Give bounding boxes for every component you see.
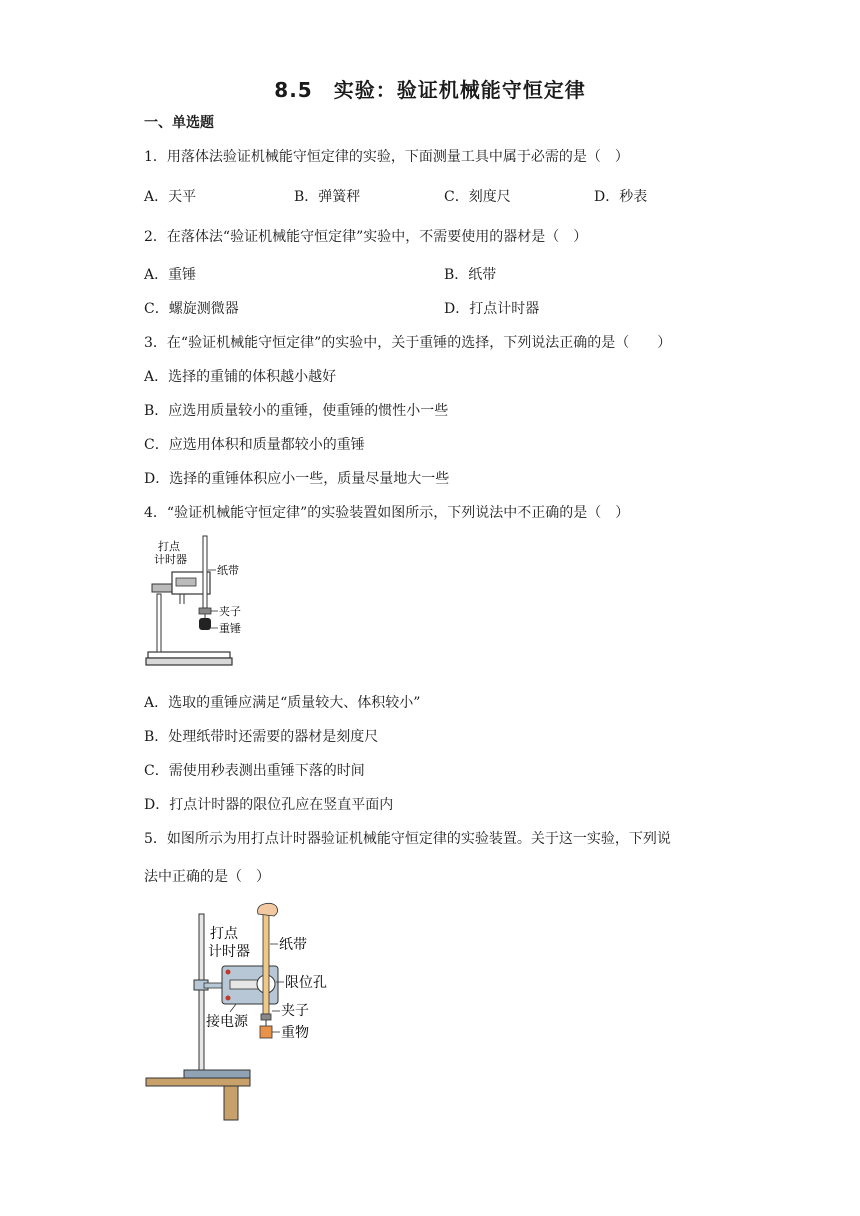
stand-base-plate — [146, 658, 232, 665]
apparatus-figure-2 — [144, 900, 354, 1122]
section-heading: 一、单选题 — [144, 115, 214, 131]
label-power: 接电源 — [206, 1014, 248, 1030]
hand-icon — [258, 903, 278, 916]
apparatus-figure-1 — [144, 532, 244, 674]
question-1-stem: 1．用落体法验证机械能守恒定律的实验，下面测量工具中属于必需的是（ ） — [144, 149, 629, 165]
question-3-option-a: A．选择的重铺的体积越小越好 — [144, 369, 337, 385]
question-5-stem-line-2: 法中正确的是（ ） — [144, 869, 270, 885]
question-5-stem-line-1: 5．如图所示为用打点计时器验证机械能守恒定律的实验装置。关于这一实验，下列说 — [144, 831, 671, 847]
question-1-option-d: D．秒表 — [594, 189, 648, 205]
question-3-option-d: D．选择的重锤体积应小一些，质量尽量地大一些 — [144, 471, 450, 487]
table-top — [146, 1078, 250, 1086]
question-2-option-a: A．重锤 — [144, 267, 197, 283]
question-2-option-b: B．纸带 — [444, 267, 497, 283]
table-leg — [224, 1086, 238, 1120]
timer-coil — [230, 980, 258, 989]
question-4-option-d: D．打点计时器的限位孔应在竖直平面内 — [144, 797, 394, 813]
label-timer-2: 计时器 — [154, 553, 187, 566]
question-2-stem: 2．在落体法“验证机械能守恒定律”实验中，不需要使用的器材是（ ） — [144, 229, 588, 245]
question-3-stem: 3．在“验证机械能守恒定律”的实验中，关于重锤的选择，下列说法正确的是（ ） — [144, 335, 672, 351]
question-2-option-d: D．打点计时器 — [444, 301, 540, 317]
label-weight: 重锤 — [219, 622, 241, 635]
page-title: 8.5 实验：验证机械能守恒定律 — [274, 78, 586, 102]
label-tape: 纸带 — [217, 564, 239, 577]
paper-tape — [203, 536, 207, 608]
heavy-weight — [199, 618, 211, 630]
question-1-option-a: A．天平 — [144, 189, 197, 205]
clip — [261, 1014, 271, 1020]
label-clip: 夹子 — [281, 1003, 309, 1019]
label-timer-1: 打点 — [210, 926, 238, 942]
label-clip: 夹子 — [219, 605, 241, 618]
clip — [199, 608, 211, 614]
weight — [260, 1026, 272, 1038]
stand-rod — [199, 914, 204, 1070]
clamp-arm — [152, 584, 174, 592]
question-4-option-a: A．选取的重锤应满足“质量较大、体积较小” — [144, 695, 421, 711]
question-2-option-c: C．螺旋测微器 — [144, 301, 239, 317]
stand-base — [148, 652, 230, 658]
paper-tape — [263, 910, 269, 1014]
stand-rod — [157, 594, 161, 652]
label-tape: 纸带 — [279, 937, 307, 953]
question-1-option-b: B．弹簧秤 — [294, 189, 361, 205]
question-4-option-c: C．需使用秒表测出重锤下落的时间 — [144, 763, 365, 779]
question-3-option-b: B．应选用质量较小的重锤，使重锤的惯性小一些 — [144, 403, 449, 419]
label-weight: 重物 — [281, 1025, 309, 1041]
label-limit-hole: 限位孔 — [285, 975, 327, 991]
stand-base — [184, 1070, 250, 1078]
timer-terminal — [226, 970, 231, 975]
label-timer-2: 计时器 — [208, 944, 250, 960]
question-4-stem: 4．“验证机械能守恒定律”的实验装置如图所示，下列说法中不正确的是（ ） — [144, 505, 630, 521]
label-timer-1: 打点 — [158, 540, 180, 553]
label-leader — [230, 1004, 236, 1012]
timer-terminal — [226, 996, 231, 1001]
question-4-option-b: B．处理纸带时还需要的器材是刻度尺 — [144, 729, 379, 745]
question-3-option-c: C．应选用体积和质量都较小的重锤 — [144, 437, 365, 453]
question-1-option-c: C．刻度尺 — [444, 189, 511, 205]
timer-coil — [176, 578, 196, 586]
